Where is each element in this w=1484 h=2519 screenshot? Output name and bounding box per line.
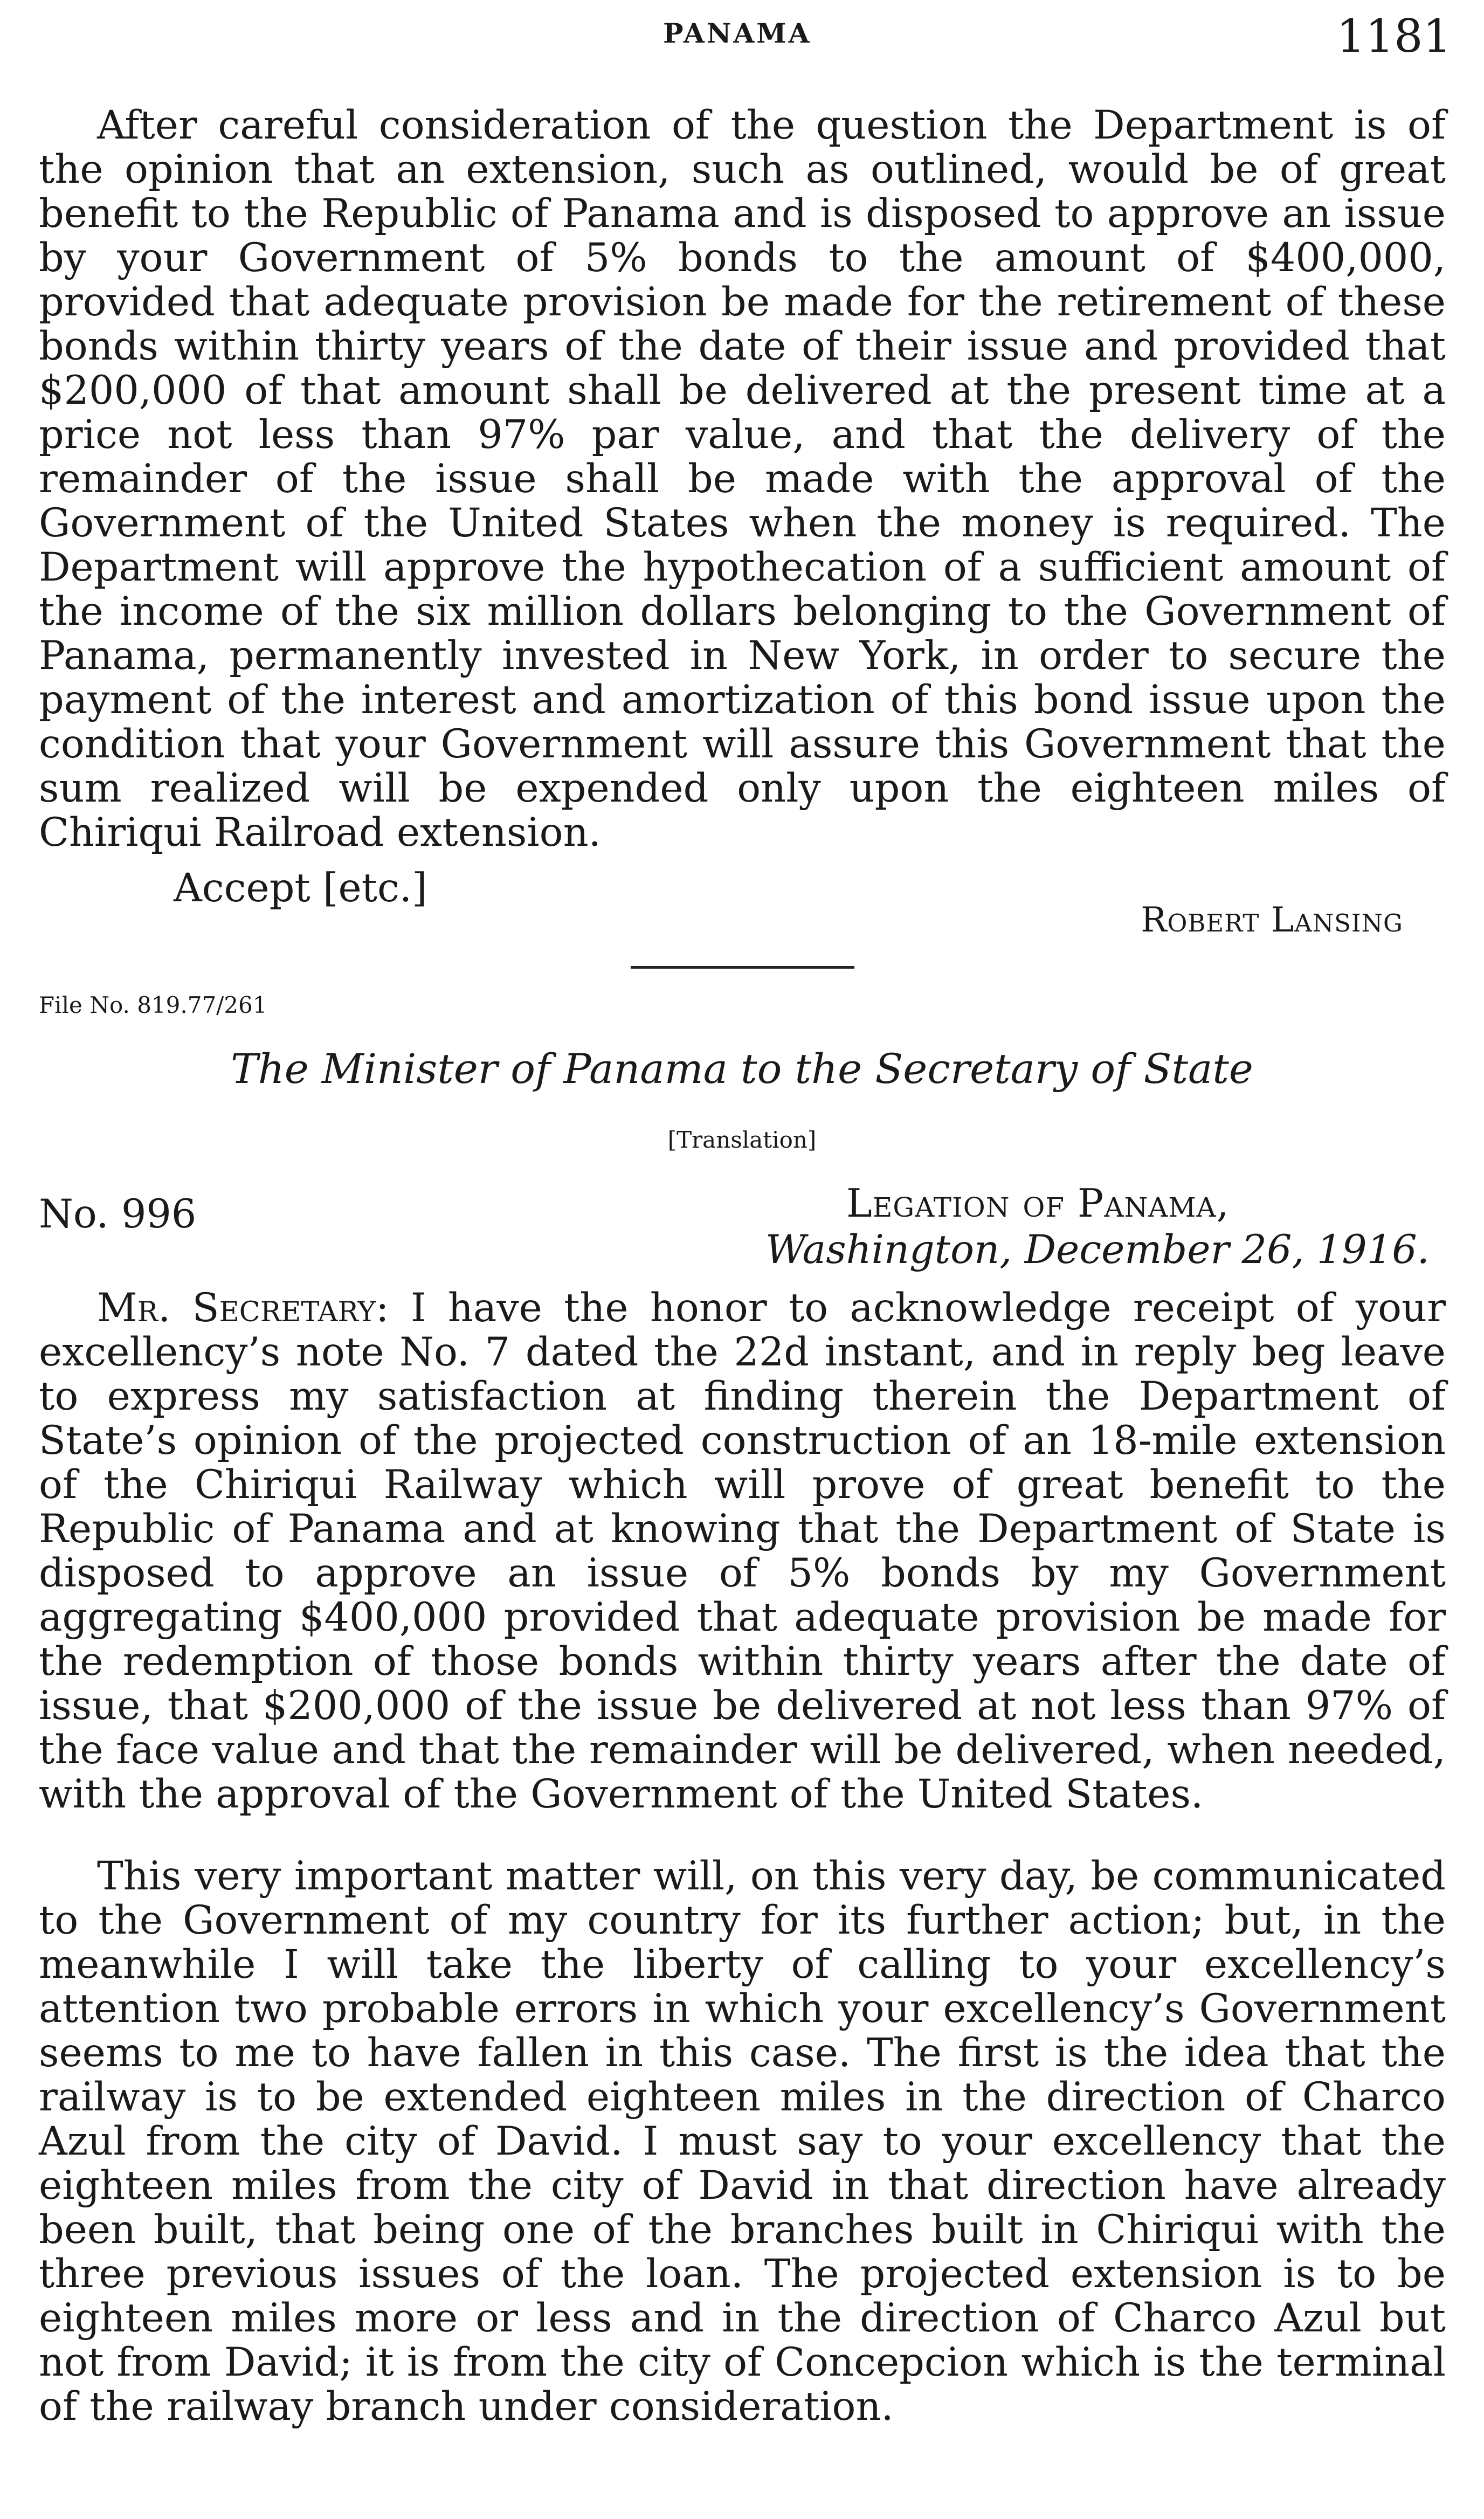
letter1-signature: Robert Lansing <box>1141 900 1403 940</box>
page-number: 1181 <box>1336 10 1452 63</box>
letter2-paragraph-2: This very important matter will, on this very day, be communicated to the Government of my country for its further action; but, in the meanwhile I will take the liberty of calling to your excellency’s attention two probable errors in which your excellency’s Government seems to me to have fallen in this case. The first is the idea that the railway is to be extended eighteen miles in the direction of Charco Azul from the city of David. I must say to your excellency that the eighteen miles from the city of David in that direction have already been built, that being one of the branches built in Chiriqui with the three previous issues of the loan. The projected extension is to be eighteen miles more or less and in the direction of Charco Azul but not from David; it is from the city of Concepcion which is the terminal of the railway branch under consideration. <box>39 1853 1446 2430</box>
document-title: The Minister of Panama to the Secretary of State <box>231 1045 1253 1093</box>
section-divider <box>631 966 854 969</box>
letter2-paragraph-1-text: I have the honor to acknowledge receipt of your excellency’s note No. 7 dated the 22d instant, and in reply beg leave to express my satisfaction at finding therein the Department of State’s opinion of the projected construction of an 18-mile extension of the Chiriqui Railway which will prove of great benefit to the Republic of Panama and at knowing that the Department of State is disposed to approve an issue of 5% bonds by my Government aggregating $400,000 provided that adequate provision be made for the redemption of those bonds within thirty years after the date of issue, that $200,000 of the issue be delivered at not less than 97% of the face value and that the remainder will be delivered, when needed, with the approval of the Government of the United States. <box>39 1285 1446 1817</box>
file-number: File No. 819.77/261 <box>39 992 267 1018</box>
legation-heading: Legation of Panama, <box>846 1181 1230 1226</box>
dateline: Washington, December 26, 1916. <box>765 1227 1430 1273</box>
running-header <box>0 10 1484 63</box>
letter1-closing: Accept [etc.] <box>174 865 427 911</box>
translation-note: [Translation] <box>667 1127 817 1153</box>
letter1-body: After careful consideration of the question the Department is of the opinion that an extension, such as outlined, would be of great benefit to the Republic of Panama and is disposed to approve an issue by your Government of 5% bonds to the amount of $400,000, provided that adequate provision be made for the retirement of these bonds within thirty years of the date of their issue and provided that $200,000 of that amount shall be delivered at the present time at a price not less than 97% par value, and that the delivery of the remainder of the issue shall be made with the approval of the Government of the United States when the money is required. The Department will approve the hypothecation of a sufficient amount of the income of the six million dollars belonging to the Government of Panama, permanently invested in New York, in order to secure the payment of the interest and amortization of this bond issue upon the condition that your Government will assure this Government that the sum realized will be expended only upon the eighteen miles of Chiriqui Railroad extension. <box>39 102 1446 855</box>
letter2-paragraph-1 <box>39 1286 1446 1817</box>
running-title: PANAMA <box>663 17 812 49</box>
salutation: Mr. Secretary: <box>97 1285 389 1331</box>
document-number: No. 996 <box>39 1191 197 1237</box>
